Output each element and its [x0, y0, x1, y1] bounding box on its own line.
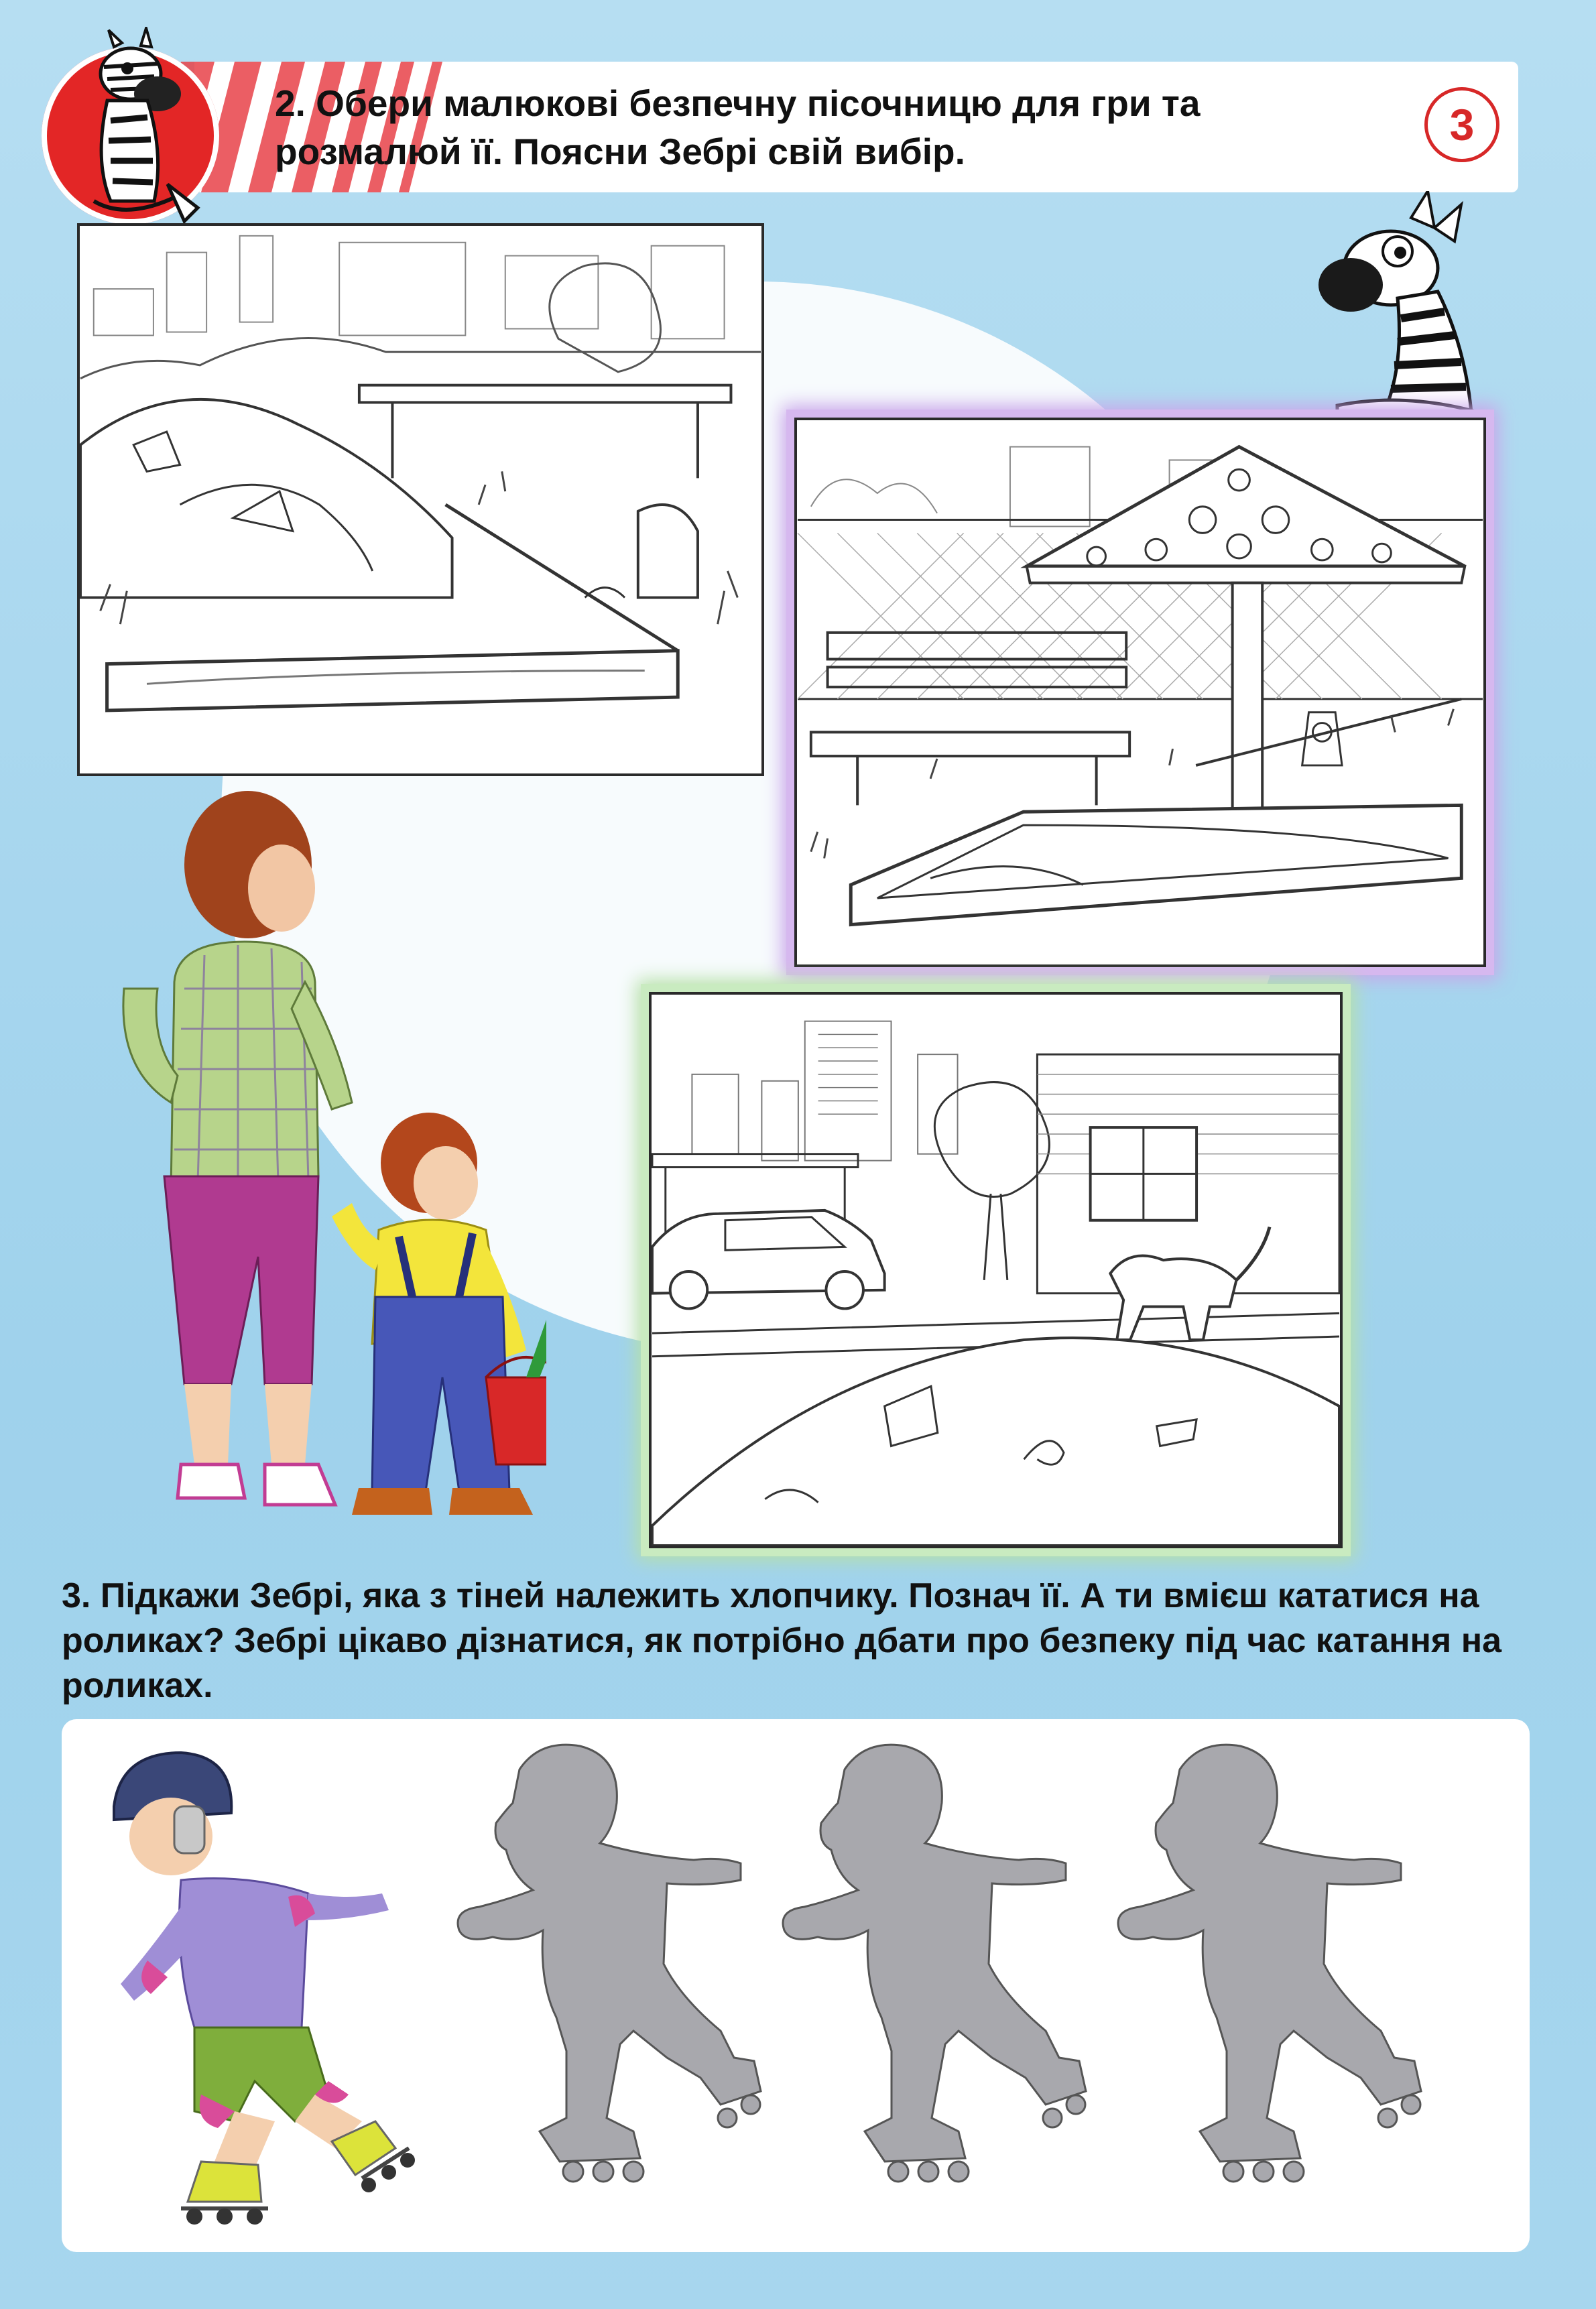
mother-and-child-illustration: [111, 788, 546, 1555]
sandbox-option-1[interactable]: [77, 223, 764, 776]
shadow-option-1[interactable]: [439, 1743, 774, 2198]
sandbox-option-3[interactable]: [649, 992, 1343, 1548]
zebra-logo-icon: [47, 27, 208, 241]
task2-instruction: 2. Обери малюкові безпечну пісочницю для гри та розмалюй її. Поясни Зебрі свій вибір.: [275, 82, 1201, 172]
shadow-option-2[interactable]: [764, 1743, 1099, 2198]
page-number: 3: [1424, 87, 1499, 162]
boy-on-roller-skates: [94, 1746, 469, 2229]
shadow-option-3[interactable]: [1099, 1743, 1434, 2198]
sandbox-option-2[interactable]: [794, 418, 1486, 967]
task3-instruction: 3. Підкажи Зебрі, яка з тіней належить хлопчику. Познач її. А ти вмієш кататися на роликах? Зебрі цікаво дізнатися, як потрібно дбати про безпеку під час катання на роликах.: [62, 1576, 1502, 1705]
